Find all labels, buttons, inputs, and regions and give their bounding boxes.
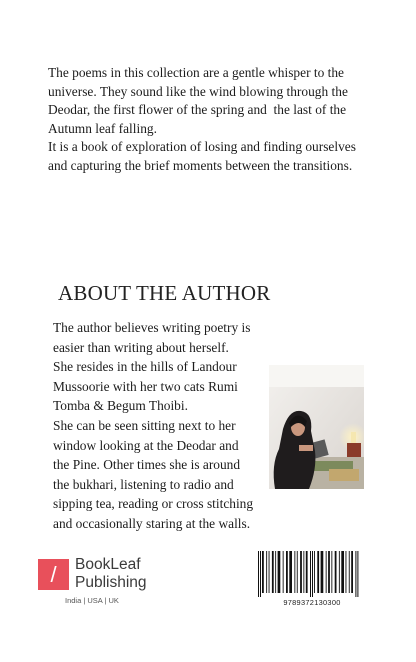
blurb-line: universe. They sound like the wind blowing through the: [48, 83, 348, 99]
blurb-line: Deodar, the first flower of the spring and the last of the: [48, 102, 347, 118]
isbn-number: 9789372130300: [283, 598, 341, 607]
bio-line: the bukhari, listening to radio and: [53, 476, 234, 492]
bio-line: The author believes writing poetry is: [53, 320, 251, 335]
bio-line: the Pine. Other times she is around: [53, 457, 241, 473]
back-cover-blurb: [48, 64, 388, 176]
publisher-regions: India | USA | UK: [65, 596, 119, 605]
publisher-logo: [38, 558, 198, 618]
bio-line: Mussoorie with her two cats Rumi: [53, 378, 238, 394]
blurb-line: The poems in this collection are a gentle whisper to the: [48, 65, 344, 80]
bio-line: window looking at the Deodar and: [53, 437, 239, 453]
publisher-name-line1: BookLeaf: [75, 556, 141, 573]
bio-line: easier than writing about herself.: [53, 339, 229, 355]
bookleaf-mark-icon: /: [38, 559, 69, 590]
bio-line: She can be seen sitting next to her: [53, 417, 236, 433]
about-author-heading: ABOUT THE AUTHOR: [58, 281, 271, 305]
author-photo: [269, 365, 364, 489]
isbn-barcode: [256, 551, 368, 609]
publisher-name: [75, 556, 147, 592]
bio-line: and occasionally staring at the walls.: [53, 515, 251, 531]
blurb-line: Autumn leaf falling.: [48, 120, 157, 136]
blurb-line: It is a book of exploration of losing and finding ourselves: [48, 139, 356, 155]
barcode-bars: [256, 551, 368, 597]
bio-line: Tomba & Begum Thoibi.: [53, 398, 188, 414]
blurb-line: and capturing the brief moments between the transitions.: [48, 157, 353, 173]
author-bio: [53, 318, 278, 534]
bio-line: She resides in the hills of Landour: [53, 359, 237, 375]
bio-line: sipping tea, reading or cross stitching: [53, 496, 254, 512]
publisher-name-line2: Publishing: [75, 574, 147, 591]
